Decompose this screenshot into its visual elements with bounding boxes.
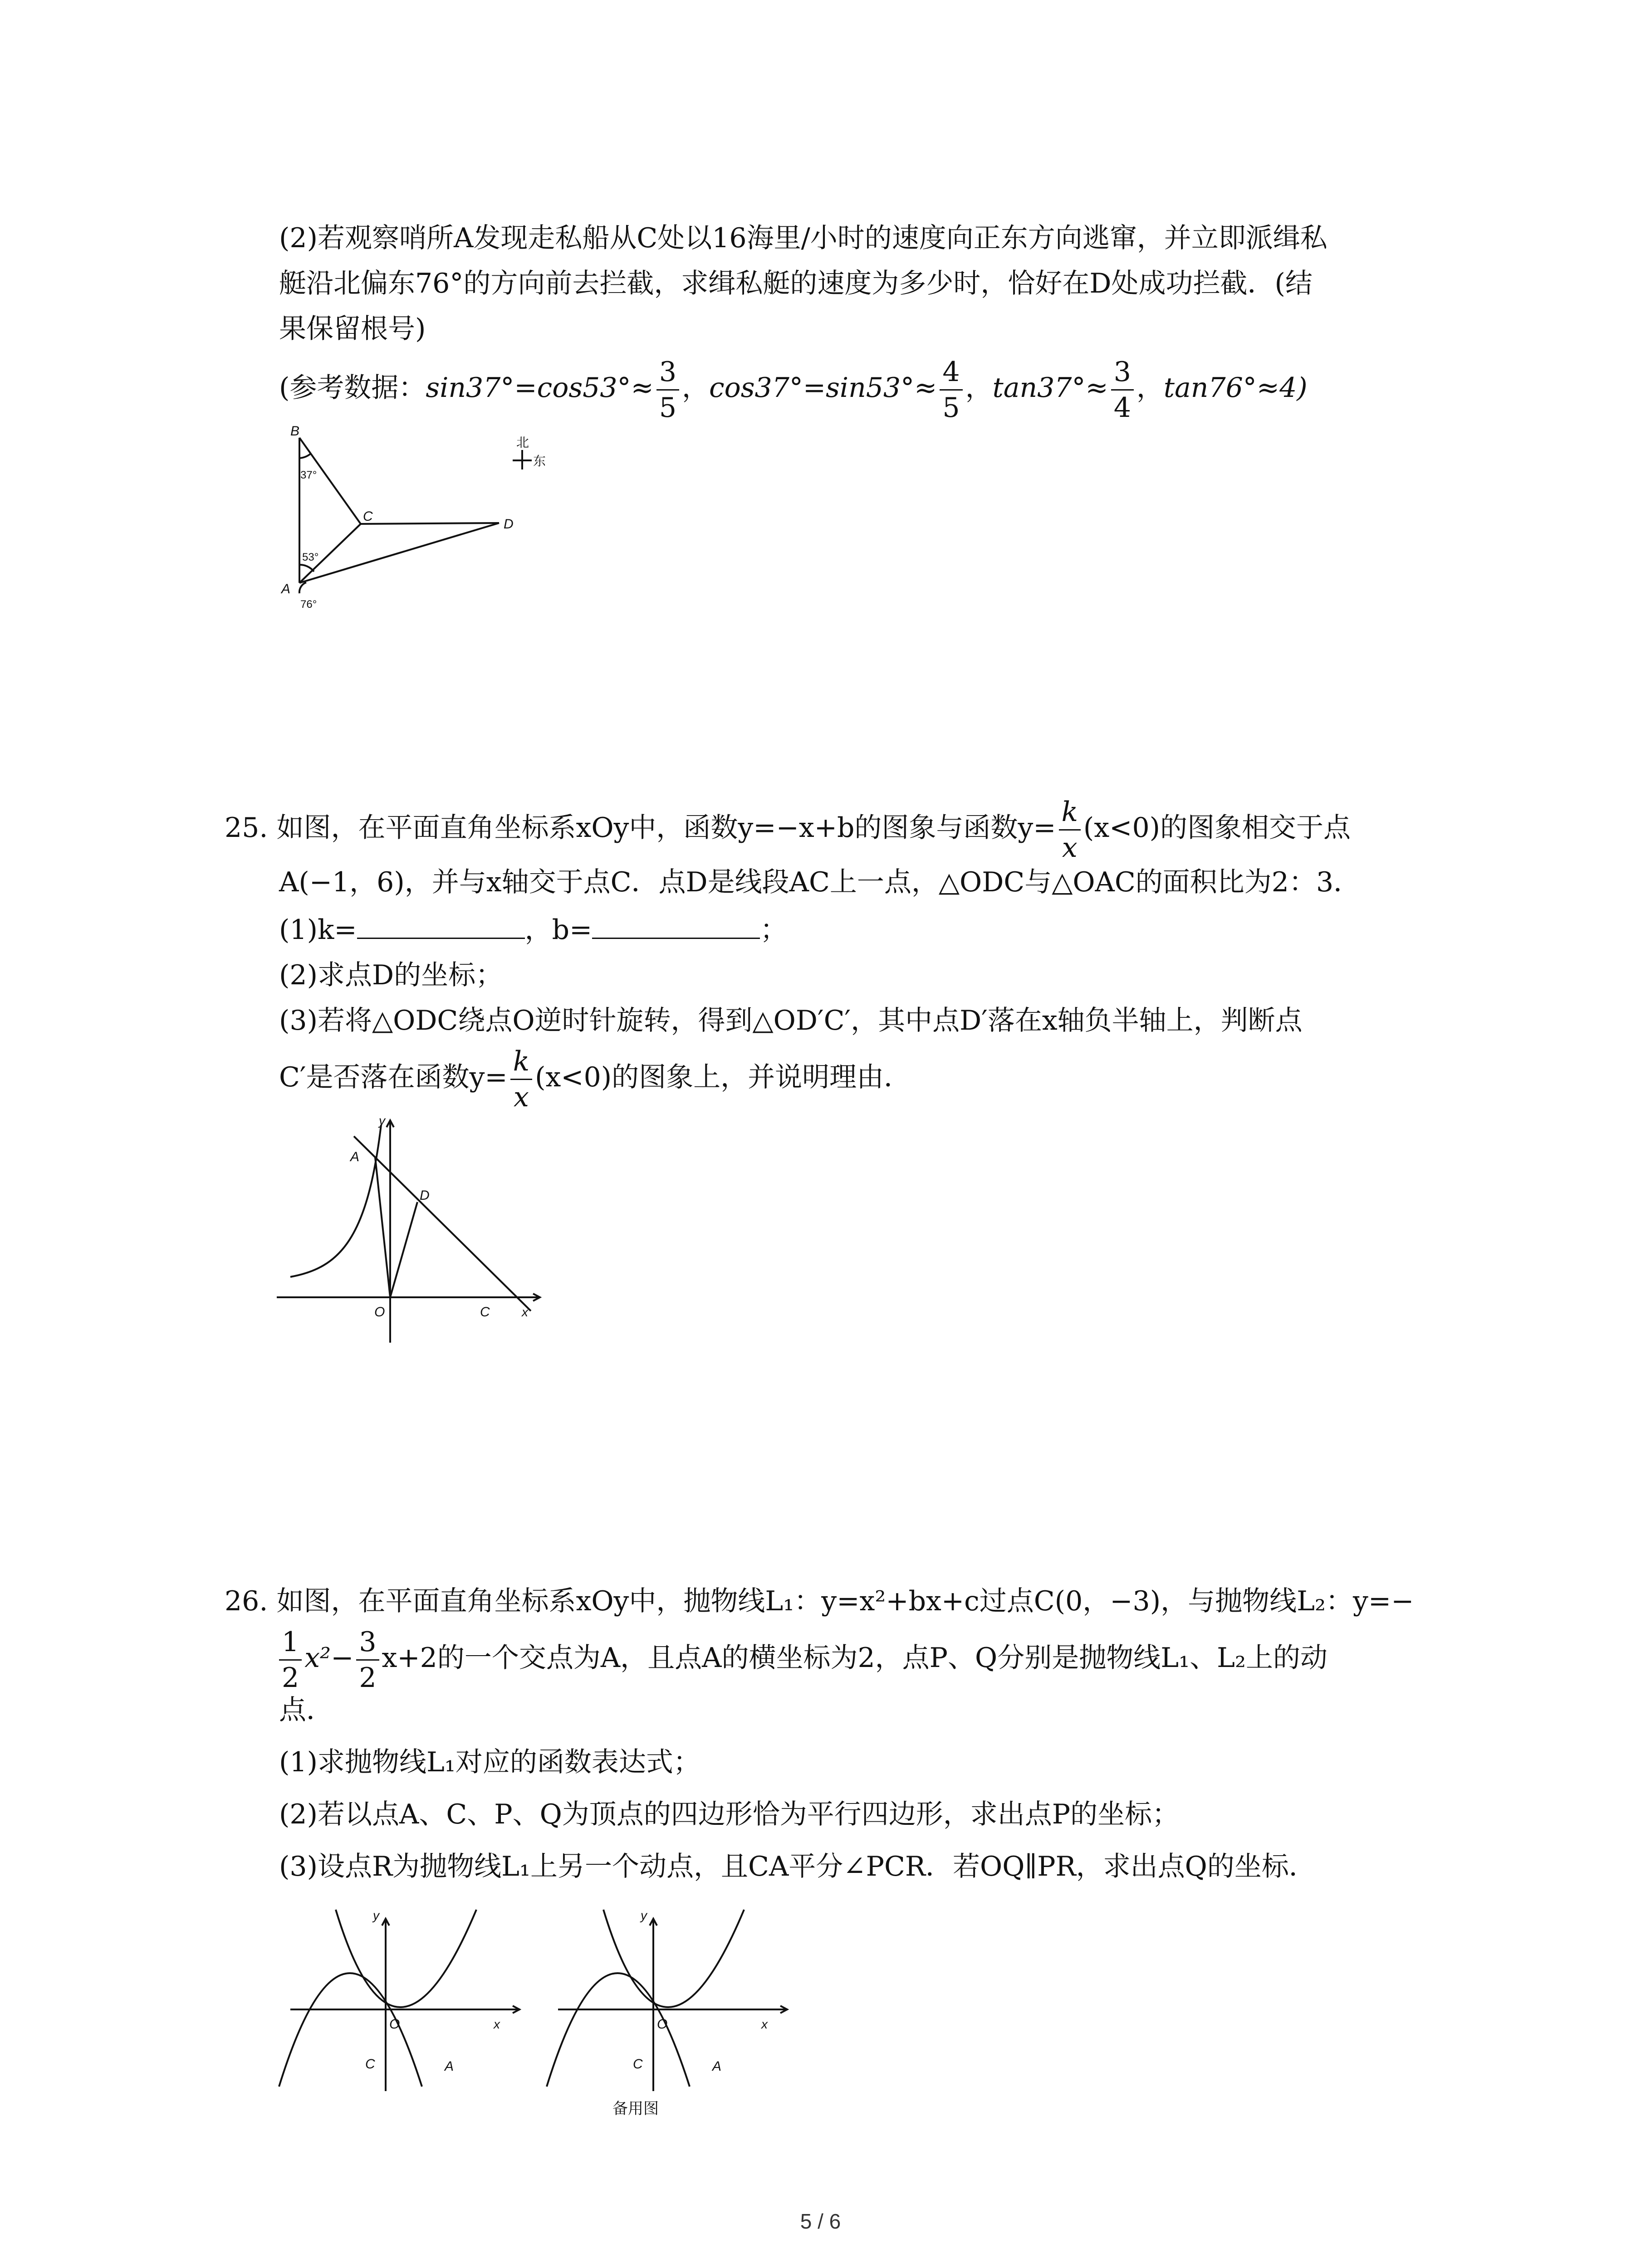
- parabola-l1: [336, 1910, 476, 2007]
- q24-text-line-2: 艇沿北偏东76°的方向前去拦截，求缉私艇的速度为多少时，恰好在D处成功拦截．(结: [279, 268, 1313, 299]
- line-ac: [354, 1136, 531, 1311]
- q26-part-2: (2)若以点A、C、P、Q为顶点的四边形恰为平行四边形，求出点P的坐标；: [279, 1799, 1180, 1830]
- fraction-3-4: $\frac{3}{4}$: [1111, 358, 1134, 421]
- fraction-4-5: $\frac{4}{5}$: [940, 358, 962, 421]
- angle-53: 53°: [302, 551, 319, 563]
- label-c: C: [363, 509, 373, 524]
- q24-reference-data: (参考数据：sin37°=cos53°≈ $\frac{3}{5}$ ，cos37°=sin53°≈ $\frac{4}{5}$ ，tan37°≈ $\frac{3}{4}$ ，tan76°≈4): [279, 356, 1308, 424]
- label-a: A: [712, 2059, 722, 2074]
- label-a: A: [350, 1149, 360, 1164]
- angle-arc-37: [299, 454, 311, 458]
- page-number: 5 / 6: [800, 2209, 841, 2233]
- q26-figure-backup: [540, 1901, 794, 2123]
- parabola-l2: [547, 1973, 690, 2087]
- label-x: x: [494, 2017, 500, 2031]
- label-d: D: [504, 517, 514, 532]
- answer-blank-b[interactable]: [592, 913, 760, 939]
- q26-text-line-1: 26. 如图，在平面直角坐标系xOy中，抛物线L₁：y=x²+bx+c过点C(0，−3)，与抛物线L₂：y=−: [225, 1585, 1414, 1617]
- angle-37: 37°: [300, 469, 317, 481]
- caption-backup-figure: 备用图: [612, 2100, 659, 2117]
- label-y: y: [379, 1114, 385, 1128]
- label-c: C: [480, 1305, 490, 1320]
- q26-part-1: (1)求抛物线L₁对应的函数表达式；: [279, 1746, 700, 1778]
- q26-part-3: (3)设点R为抛物线L₁上另一个动点，且CA平分∠PCR．若OQ∥PR，求出点Q的坐标．: [279, 1851, 1316, 1882]
- q26-text-line-2: $\frac{1}{2}$ x²− $\frac{3}{2}$ x+2的一个交点为A，且点A的横坐标为2，点P、Q分别是抛物线L₁、L₂上的动: [279, 1628, 1327, 1691]
- angle-arc-76: [299, 582, 306, 593]
- compass-north: 北: [516, 435, 529, 450]
- fraction-3-2: $\frac{3}{2}$: [356, 1628, 379, 1691]
- fraction-k-x-2: $\frac{k}{x}$: [510, 1048, 532, 1111]
- ref-tan76: tan76°≈4): [1163, 372, 1308, 404]
- label-b: B: [290, 424, 300, 439]
- label-o: O: [657, 2017, 668, 2032]
- label-y: y: [373, 1908, 379, 1922]
- parabola-l2: [279, 1973, 422, 2087]
- q25-text-line-2: A(−1，6)，并与x轴交于点C．点D是线段AC上一点，△ODC与△OAC的面积比为2：3．: [279, 866, 1361, 898]
- fraction-k-x: $\frac{k}{x}$: [1059, 798, 1081, 861]
- q26-figure-main: [272, 1901, 526, 2096]
- hyperbola-curve: [290, 1125, 381, 1277]
- fraction-1-2: $\frac{1}{2}$: [279, 1628, 302, 1691]
- ref-sin37: sin37°=cos53°≈: [426, 372, 654, 404]
- label-c: C: [365, 2057, 375, 2072]
- ref-label: (参考数据：: [279, 372, 426, 404]
- label-c: C: [633, 2057, 643, 2072]
- label-x: x: [522, 1305, 528, 1319]
- answer-blank-k[interactable]: [357, 913, 525, 939]
- q24-text-line-1: (2)若观察哨所A发现走私船从C处以16海里/小时的速度向正东方向逃窜，并立即派缉私: [279, 222, 1327, 254]
- label-y: y: [641, 1908, 647, 1922]
- label-a: A: [281, 582, 291, 596]
- parabola-l1: [603, 1910, 744, 2007]
- q24-text-line-3: 果保留根号): [279, 313, 426, 345]
- q25-text-line-1: 25. 如图，在平面直角坐标系xOy中，函数y=−x+b的图象与函数y= $\frac{k}{x}$ (x<0)的图象相交于点: [225, 796, 1351, 864]
- ref-tan37: tan37°≈: [992, 372, 1108, 404]
- q24-figure: [272, 417, 567, 617]
- angle-76: 76°: [300, 598, 317, 611]
- q25-figure: [272, 1107, 549, 1352]
- label-a: A: [445, 2059, 454, 2074]
- q26-text-line-3: 点．: [279, 1694, 333, 1726]
- fraction-3-5: $\frac{3}{5}$: [656, 358, 679, 421]
- line-cd: [361, 523, 499, 524]
- segment-oa: [375, 1158, 390, 1297]
- segment-od: [390, 1202, 417, 1297]
- compass-east: 东: [533, 454, 546, 468]
- q25-part-3-line-1: (3)若将△ODC绕点O逆时针旋转，得到△OD′C′，其中点D′落在x轴负半轴上，判断点: [279, 1005, 1303, 1036]
- label-x: x: [761, 2017, 768, 2031]
- q25-part-1: (1)k= ，b= ；: [279, 914, 788, 946]
- q25-part-2: (2)求点D的坐标；: [279, 959, 503, 991]
- label-d: D: [420, 1188, 430, 1203]
- label-o: O: [389, 2017, 400, 2032]
- ref-cos37: cos37°=sin53°≈: [709, 372, 937, 404]
- label-o: O: [374, 1305, 385, 1320]
- q25-part-3-line-2: C′是否落在函数y= $\frac{k}{x}$ (x<0)的图象上，并说明理由．: [279, 1046, 911, 1113]
